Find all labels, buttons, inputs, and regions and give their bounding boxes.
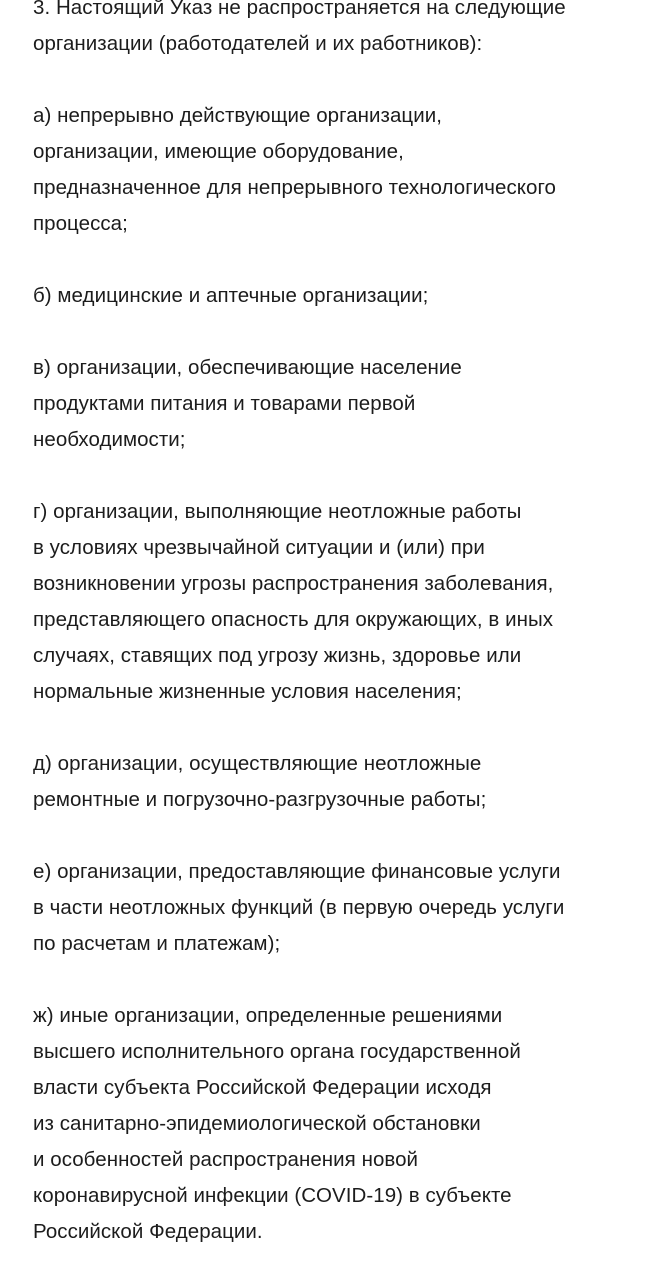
text-line: власти субъекта Российской Федерации исходя (33, 1076, 492, 1099)
text-line: процесса; (33, 212, 128, 235)
text-line: возникновении угрозы распространения заболевания, (33, 572, 554, 595)
text-line: из санитарно-эпидемиологической обстановки (33, 1112, 481, 1135)
paragraph-item-v (33, 350, 623, 458)
text-line: д) организации, осуществляющие неотложные (33, 752, 482, 775)
paragraph-item-a (33, 98, 623, 242)
text-line: в части неотложных функций (в первую очередь услуги (33, 896, 565, 919)
text-line: организации (работодателей и их работников): (33, 32, 483, 55)
paragraph-item-e (33, 854, 623, 962)
text-line: Российской Федерации. (33, 1220, 263, 1243)
text-line: высшего исполнительного органа государственной (33, 1040, 521, 1063)
text-line: организации, имеющие оборудование, (33, 140, 404, 163)
text-line: необходимости; (33, 428, 186, 451)
text-line: б) медицинские и аптечные организации; (33, 284, 429, 307)
text-line: ж) иные организации, определенные решениями (33, 1004, 503, 1027)
text-line: г) организации, выполняющие неотложные работы (33, 500, 522, 523)
text-line: случаях, ставящих под угрозу жизнь, здоровье или (33, 644, 522, 667)
decree-text (33, 0, 623, 1286)
text-line: в) организации, обеспечивающие население (33, 356, 462, 379)
paragraph-item-g (33, 494, 623, 710)
text-line: 3. Настоящий Указ не распространяется на следующие (33, 0, 566, 19)
text-line: предназначенное для непрерывного технологического (33, 176, 556, 199)
paragraph-intro (33, 0, 623, 62)
text-line: и особенностей распространения новой (33, 1148, 419, 1171)
text-line: продуктами питания и товарами первой (33, 392, 416, 415)
text-line: нормальные жизненные условия населения; (33, 680, 462, 703)
paragraph-item-b (33, 278, 623, 314)
text-line: коронавирусной инфекции (COVID-19) в субъекте (33, 1184, 512, 1207)
text-line: представляющего опасность для окружающих, в иных (33, 608, 554, 631)
text-line: е) организации, предоставляющие финансовые услуги (33, 860, 561, 883)
paragraph-item-zh (33, 998, 623, 1250)
text-line: а) непрерывно действующие организации, (33, 104, 442, 127)
text-line: по расчетам и платежам); (33, 932, 281, 955)
text-line: ремонтные и погрузочно-разгрузочные работы; (33, 788, 487, 811)
paragraph-item-d (33, 746, 623, 818)
text-line: в условиях чрезвычайной ситуации и (или) при (33, 536, 485, 559)
